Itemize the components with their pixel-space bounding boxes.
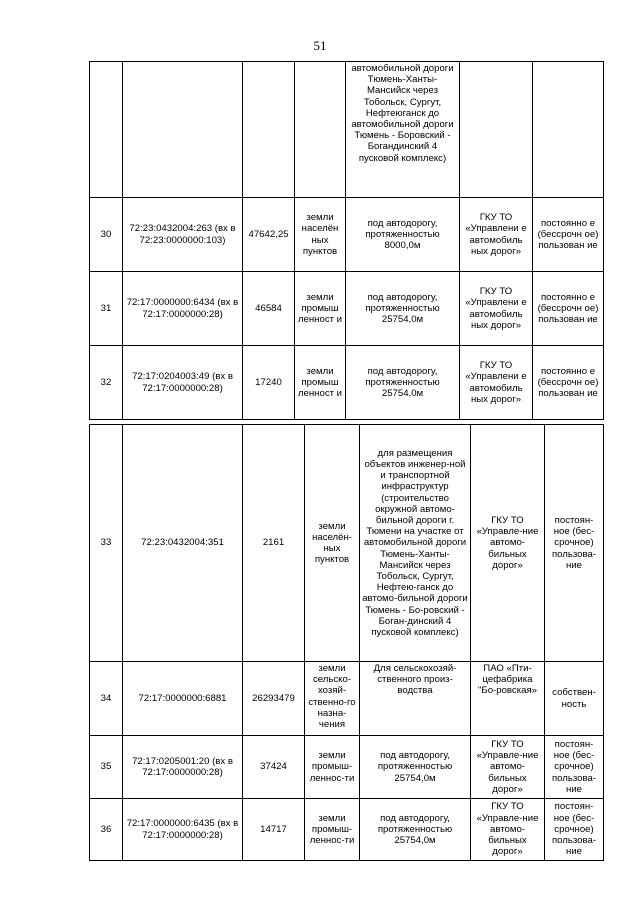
row-number-cell: 32 <box>90 346 123 420</box>
row-number-cell: 33 <box>90 425 123 662</box>
table-row <box>90 662 604 736</box>
table-row <box>90 62 604 198</box>
permitted-use-cell: под автодорогу, протяженностью 8000,0м <box>346 198 460 272</box>
right-holder-cell: ГКУ ТО «Управлени е автомобиль ных дорог» <box>460 346 533 420</box>
permitted-use-cell: автомобильной дороги Тюмень-Ханты-Мансийск через Тобольск, Сургут, Нефтеюганск до автомобильной дороги Тюмень - Боровский - Богандинский 4 пусковой комплекс) <box>346 62 460 198</box>
area-cell: 14717 <box>243 799 305 861</box>
area-cell: 17240 <box>243 346 295 420</box>
right-type-cell: постоян-ное (бес-срочное) пользова-ние <box>545 799 604 861</box>
right-holder-cell: ПАО «Пти-цефабрика "Бо-ровская» <box>471 662 545 736</box>
area-cell: 47642,25 <box>243 198 295 272</box>
land-category-cell: земли промыш-леннос-ти <box>305 736 360 799</box>
cadastral-number-cell <box>123 62 243 198</box>
area-cell: 2161 <box>243 425 305 662</box>
right-holder-cell: ГКУ ТО «Управле-ние автомо-бильных дорог» <box>471 799 545 861</box>
table-row <box>90 198 604 272</box>
right-type-cell: постоянно е (бессрочн ое) пользован ие <box>533 272 604 346</box>
right-type-cell: собствен-ность <box>545 662 604 736</box>
row-number-cell <box>90 62 123 198</box>
cadastral-number-cell: 72:23:0432004:263 (вх в 72:23:0000000:103) <box>123 198 243 272</box>
right-type-cell: постоянно е (бессрочн ое) пользован ие <box>533 198 604 272</box>
land-category-cell: земли сельско-хозяй-ственно-го назна-чения <box>305 662 360 736</box>
area-cell <box>243 62 295 198</box>
permitted-use-cell: под автодорогу, протяженностью 25754,0м <box>360 736 471 799</box>
area-cell: 26293479 <box>243 662 305 736</box>
land-category-cell: земли промыш ленност и <box>295 346 346 420</box>
table-row <box>90 736 604 799</box>
land-category-cell: земли населён ных пунктов <box>295 198 346 272</box>
cadastral-number-cell: 72:17:0205001:20 (вх в 72:17:0000000:28) <box>123 736 243 799</box>
row-number-cell: 31 <box>90 272 123 346</box>
row-number-cell: 35 <box>90 736 123 799</box>
table-row <box>90 799 604 861</box>
land-category-cell <box>295 62 346 198</box>
permitted-use-cell: Для сельскохозяй-ственного произ-водства <box>360 662 471 736</box>
cadastral-number-cell: 72:23:0432004:351 <box>123 425 243 662</box>
table-row <box>90 425 604 662</box>
table-row <box>90 272 604 346</box>
area-cell: 37424 <box>243 736 305 799</box>
permitted-use-cell: под автодорогу, протяженностью 25754,0м <box>346 272 460 346</box>
right-type-cell: постоянно е (бессрочн ое) пользован ие <box>533 346 604 420</box>
cadastral-number-cell: 72:17:0204003:49 (вх в 72:17:0000000:28) <box>123 346 243 420</box>
row-number-cell: 34 <box>90 662 123 736</box>
land-category-cell: земли населён-ных пунктов <box>305 425 360 662</box>
right-type-cell: постоян-ное (бес-срочное) пользова-ние <box>545 736 604 799</box>
permitted-use-cell: под автодорогу, протяженностью 25754,0м <box>346 346 460 420</box>
row-number-cell: 30 <box>90 198 123 272</box>
right-holder-cell: ГКУ ТО «Управле-ние автомо-бильных дорог» <box>471 425 545 662</box>
right-type-cell <box>533 62 604 198</box>
row-number-cell: 36 <box>90 799 123 861</box>
cadastral-number-cell: 72:17:0000000:6435 (вх в 72:17:0000000:28) <box>123 799 243 861</box>
table-row <box>90 346 604 420</box>
right-holder-cell: ГКУ ТО «Управле-ние автомо-бильных дорог» <box>471 736 545 799</box>
land-table-1 <box>89 61 604 420</box>
land-table-2 <box>89 424 604 861</box>
permitted-use-cell: для размещения объектов инженер-ной и транспортной инфраструктур (строительство окружной автомо-бильной дороги г. Тюмени на участке от автомобильной дороги Тюмень-Ханты-Мансийск через Тобольск, Сургут, Нефтею-ганск до автомо-бильной дороги Тюмень - Бо-ровский - Боган-динский 4 пусковой комплекс) <box>360 425 471 662</box>
right-holder-cell <box>460 62 533 198</box>
permitted-use-cell: под автодорогу, протяженностью 25754,0м <box>360 799 471 861</box>
land-category-cell: земли промыш ленност и <box>295 272 346 346</box>
area-cell: 46584 <box>243 272 295 346</box>
cadastral-number-cell: 72:17:0000000:6881 <box>123 662 243 736</box>
cadastral-number-cell: 72:17:0000000:6434 (вх в 72:17:0000000:28) <box>123 272 243 346</box>
right-holder-cell: ГКУ ТО «Управлени е автомобиль ных дорог» <box>460 272 533 346</box>
land-category-cell: земли промыш-леннос-ти <box>305 799 360 861</box>
right-type-cell: постоян-ное (бес-срочное) пользова-ние <box>545 425 604 662</box>
right-holder-cell: ГКУ ТО «Управлени е автомобиль ных дорог» <box>460 198 533 272</box>
page-number: 51 <box>313 38 327 53</box>
